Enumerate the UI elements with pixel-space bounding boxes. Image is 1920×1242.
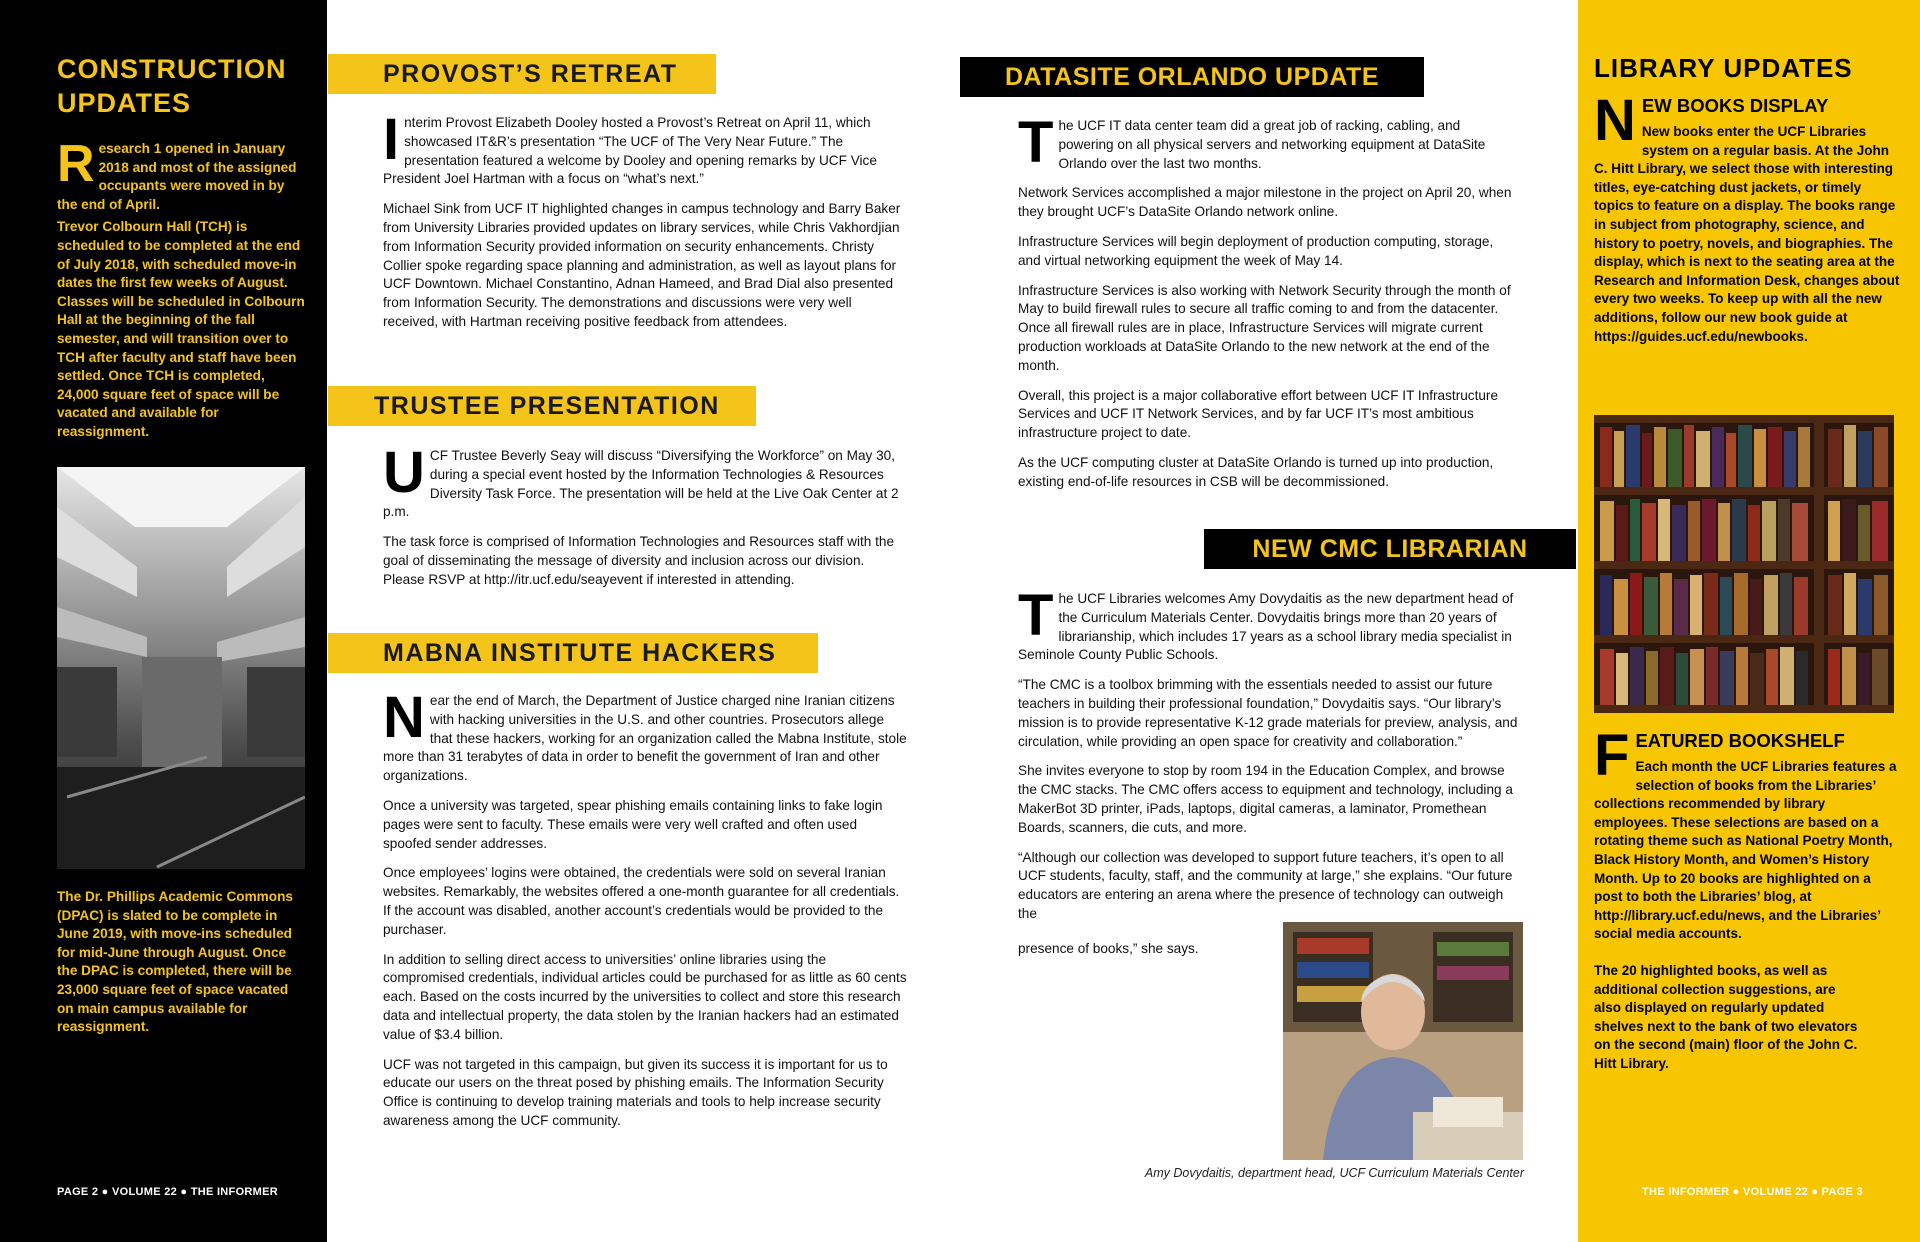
cmc-p4b: presence of books,” she says. — [1018, 941, 1199, 956]
librarian-caption: Amy Dovydaitis, department head, UCF Curriculum Materials Center — [1144, 1166, 1524, 1180]
provost-p2: Michael Sink from UCF IT highlighted changes in campus technology and Barry Baker from University Libraries provided updates on library services, while Chris Vakhordjian from Information Security provided information on security enhancements. Christy Collier spoke regarding space planning and administration, as well as layout plans for UCF Downtown. Michael Constantino, Adnan Hameed, and Brad Dial also presented from Information Security. The demonstrations and discussions were very well received, with Hartman receiving positive feedback from attendees. — [383, 201, 901, 329]
bookshelf-photo — [1594, 415, 1894, 713]
featured-title: EATURED BOOKSHELF — [1635, 730, 1845, 751]
librarian-photo — [1283, 922, 1523, 1160]
construction-heading: CONSTRUCTION UPDATES — [57, 54, 287, 118]
trustee-p2: The task force is comprised of Information Technologies and Resources staff with the goal of disseminating the message of diversity and inclusion across our division. Please RSVP at http://itr.ucf.edu/seayevent if interested in attending. — [383, 534, 895, 587]
provost-title: PROVOST’S RETREAT — [328, 54, 716, 94]
featured-text-2: The 20 highlighted books, as well as additional collection suggestions, are also displayed on regularly updated shelves next to the bank of two elevators on the second (main) floor of the John C. Hitt Library. — [1594, 962, 1858, 1071]
construction-text-top — [57, 135, 305, 446]
featured-text: Each month the UCF Libraries features a selection of books from the Libraries’ collections recommended by library employees. These selections are based on a rotating theme such as National Poetry Month, Black History Month, and Women’s History Month. Up to 20 books are highlighted on a post to both the Libraries’ blog, at http://library.ucf.edu/news, and the Libraries’ social media accounts. — [1594, 759, 1897, 942]
dropcap-u: U — [383, 440, 425, 505]
new-books-heading — [1594, 88, 1900, 153]
featured-bookshelf-section — [1594, 723, 1900, 1074]
mabna-p4: In addition to selling direct access to universities’ online libraries using the compromised credentials, individual articles could be purchased for as little as 60 cents each. Based on the costs incurred by the universities to collect and store this research data and intellectual property, the data stolen by the Iranian hackers had an estimated value of $3.4 billion. — [383, 951, 907, 1042]
dropcap-n: N — [383, 685, 425, 750]
datasite-p2: Network Services accomplished a major milestone in the project on April 20, when they brought UCF’s DataSite Orlando network online. — [1018, 185, 1512, 220]
datasite-p4: Infrastructure Services is also working with Network Security through the month of May to build firewall rules to secure all traffic coming to and from the datacenter. Once all firewall rules are in place, Infrastructure Services will migrate current production workloads at DataSite Orlando to the new network at the end of the month. — [1018, 282, 1511, 373]
trustee-article — [383, 440, 909, 601]
datasite-article — [1018, 110, 1518, 503]
trustee-title: TRUSTEE PRESENTATION — [328, 386, 756, 426]
mabna-p1: ear the end of March, the Department of Justice charged nine Iranian citizens with hacking universities in the U.S. and other countries. Prosecutors allege that these hackers, working for an organization called the Mabna Institute, stole more than 31 terabytes of data in order to benefit the government of Iran and other organizations. — [383, 693, 907, 784]
provost-p1: nterim Provost Elizabeth Dooley hosted a Provost’s Retreat on April 11, which showcased IT&R’s presentation “The UCF of The Very Near Future.” The presentation featured a welcome by Dooley and opening remarks by UCF Vice President Joel Hartman with a focus on “what’s next.” — [383, 115, 877, 187]
construction-p1: esearch 1 opened in January 2018 and most of the assigned occupants were moved in by the end of April. — [57, 141, 297, 212]
cmc-p2: “The CMC is a toolbox brimming with the essentials needed to assist our future teachers in building their professional foundation,” Dovydaitis says. “Our library’s mission is to provide representative K-12 grade materials for preview, analysis, and circulation, while providing an open space for creativity and collaboration.” — [1018, 677, 1518, 749]
dropcap-r: R — [57, 135, 95, 193]
new-books-section — [1594, 88, 1900, 346]
cmc-p1: he UCF Libraries welcomes Amy Dovydaitis as the new department head of the Curriculum Materials Center. Dovydaitis brings more than 20 years of librarianship, which includes 17 years as a school library media specialist in Seminole County Public Schools. — [1018, 591, 1514, 663]
cmc-title: NEW CMC LIBRARIAN — [1204, 529, 1576, 569]
mabna-title: MABNA INSTITUTE HACKERS — [328, 633, 818, 673]
dropcap-i: I — [383, 107, 400, 172]
library-heading: LIBRARY UPDATES — [1594, 53, 1853, 83]
dropcap-n2: N — [1594, 88, 1636, 153]
cmc-p3: She invites everyone to stop by room 194 in the Education Complex, and browse the CMC stacks. The CMC offers access to equipment and technology, including a MakerBot 3D printer, iPads, laptops, digital cameras, a laminator, Promethean Boards, scanners, die cuts, and more. — [1018, 763, 1513, 835]
construction-p2: Trevor Colbourn Hall (TCH) is scheduled to be completed at the end of July 2018, with scheduled move-in dates the first few weeks of August. Classes will be scheduled in Colbourn Hall at the beginning of the fall semester, and will transition over to TCH after faculty and staff have been settled. Once TCH is completed, 24,000 square feet of space will be vacated and available for reassignment. — [57, 219, 305, 439]
dropcap-t1: T — [1018, 110, 1054, 175]
construction-text-bottom — [57, 888, 307, 1041]
left-footer: PAGE 2 ● VOLUME 22 ● THE INFORMER — [57, 1186, 279, 1198]
datasite-p6: As the UCF computing cluster at DataSite Orlando is turned up into production, existing end-of-life resources in CSB will be decommissioned. — [1018, 454, 1494, 489]
datasite-title: DATASITE ORLANDO UPDATE — [960, 57, 1424, 97]
mabna-p3: Once employees’ logins were obtained, the credentials were sold on several Iranian websites. Remarkably, the websites offered a one-month guarantee for all credentials. If the account was disabled, another account’s credentials would be provided to the purchaser. — [383, 865, 900, 937]
cmc-article — [1018, 583, 1518, 924]
mabna-p5: UCF was not targeted in this campaign, but given its success it is important for us to educate our users on the threat posed by phishing emails. The Information Security Office is continuing to develop training materials and tools to help increase security awareness among the UCF community. — [383, 1056, 888, 1128]
featured-heading — [1594, 723, 1900, 788]
mabna-article — [383, 685, 909, 1142]
mabna-p2: Once a university was targeted, spear phishing emails containing links to fake login pages were sent to faculty. These emails were very well crafted and often used spoofed sender addresses. — [383, 797, 883, 851]
new-books-text: New books enter the UCF Libraries system on a regular basis. At the John C. Hitt Library, we select those with interesting titles, eye-catching dust jackets, or timely topics to feature on a display. The books range in subject from photography, science, and history to poetry, novels, and biographies. The display, which is next to the seating area at the Research and Information Desk, changes about every two weeks. To keep up with all the new additions, follow our new book guide at https://guides.ucf.edu/newbooks. — [1594, 124, 1900, 344]
cmc-p4a: “Although our collection was developed to support future teachers, it’s open to all UCF students, faculty, staff, and the community at large,” she explains. “Our future educators are entering an arena where the presence of technology can outweigh the — [1018, 849, 1513, 921]
datasite-p3: Infrastructure Services will begin deployment of production computing, storage, and virtual networking equipment the week of May 14. — [1018, 233, 1494, 268]
provost-article — [383, 107, 909, 343]
mall-photo — [57, 467, 305, 869]
new-books-title: EW BOOKS DISPLAY — [1641, 95, 1829, 116]
dropcap-f: F — [1594, 723, 1630, 788]
construction-p3: The Dr. Phillips Academic Commons (DPAC) is slated to be complete in June 2019, with move-ins scheduled for mid-June through August. Once the DPAC is completed, there will be 23,000 square feet of space vacated on main campus available for reassignment. — [57, 889, 293, 1035]
datasite-p1: he UCF IT data center team did a great job of racking, cabling, and powering on all physical servers and networking equipment at DataSite Orlando over the last two months. — [1058, 118, 1486, 171]
trustee-p1: CF Trustee Beverly Seay will discuss “Diversifying the Workforce” on May 30, during a special event hosted by the Information Technologies & Resources Diversity Task Force. The presentation will be held at the Live Oak Center at 2 p.m. — [383, 448, 899, 520]
cmc-p4b-wrap — [1018, 940, 1258, 970]
right-footer: THE INFORMER ● VOLUME 22 ● PAGE 3 — [1642, 1186, 1864, 1198]
datasite-p5: Overall, this project is a major collaborative effort between UCF IT Infrastructure Services and UCF IT Network Services, and by far UCF IT’s most ambitious infrastructure project to date. — [1018, 387, 1499, 441]
dropcap-t2: T — [1018, 583, 1054, 648]
